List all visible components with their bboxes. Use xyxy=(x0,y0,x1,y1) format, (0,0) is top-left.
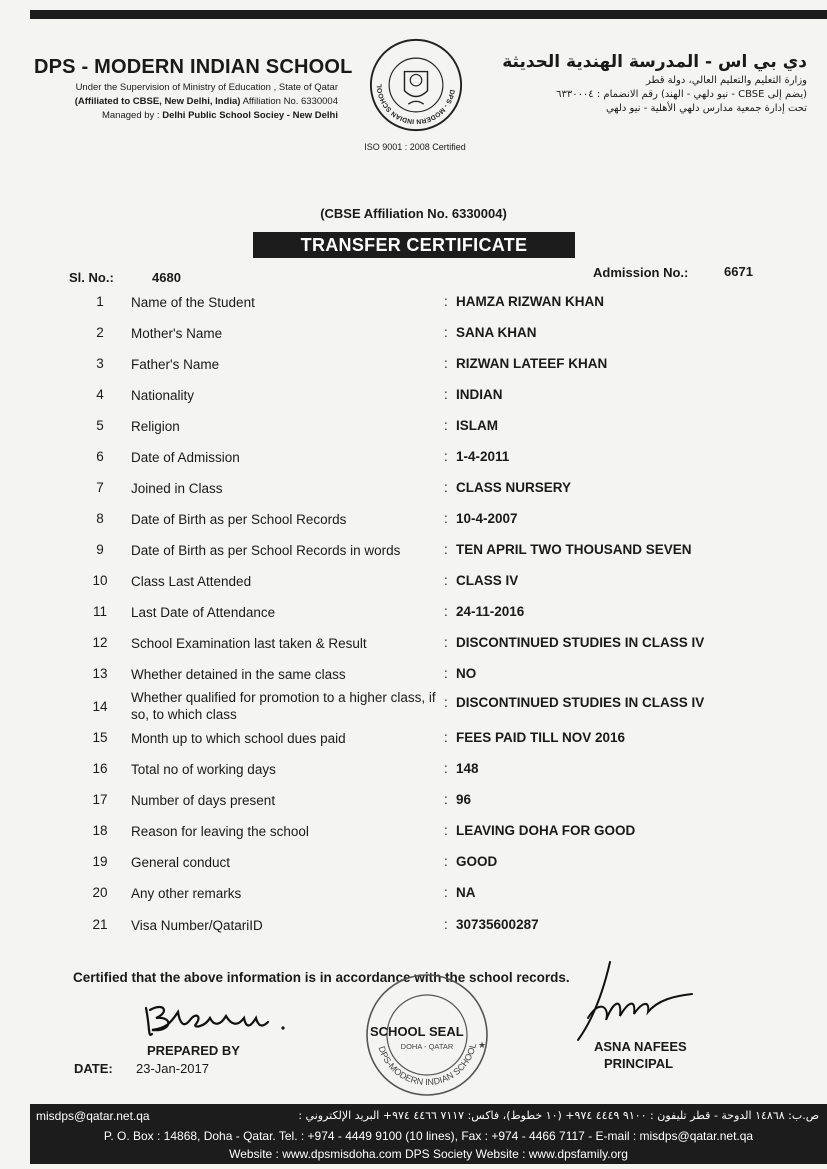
row-number: 9 xyxy=(96,542,104,557)
svg-text:★: ★ xyxy=(478,1040,487,1050)
row-colon: : xyxy=(444,573,448,588)
school-header-arabic xyxy=(477,52,807,114)
row-label: General conduct xyxy=(131,855,231,870)
row-number: 20 xyxy=(92,885,108,900)
school-name-arabic: دي بي اس - المدرسة الهندية الحديثة xyxy=(502,52,807,72)
footer-email: misdps@qatar.net.qa xyxy=(36,1109,150,1123)
cbse-affiliation: (CBSE Affiliation No. 6330004) xyxy=(320,206,507,221)
principal-name: ASNA NAFEES xyxy=(594,1039,687,1054)
row-label: Number of days present xyxy=(131,793,276,808)
row-label: Mother's Name xyxy=(131,326,223,341)
row-value: DISCONTINUED STUDIES IN CLASS IV xyxy=(456,635,705,650)
school-crest-logo xyxy=(368,37,464,133)
admission-number-value: 6671 xyxy=(724,264,753,279)
arabic-ministry-line: وزارة التعليم والتعليم العالي، دولة قطر xyxy=(645,75,807,86)
row-colon: : xyxy=(444,449,448,464)
row-colon: : xyxy=(444,635,448,650)
row-colon: : xyxy=(444,387,448,402)
row-label: School Examination last taken & Result xyxy=(131,636,367,651)
row-value: NA xyxy=(456,885,476,900)
row-label: Total no of working days xyxy=(131,762,276,777)
principal-signature xyxy=(570,958,700,1044)
supervision-line: Under the Supervision of Ministry of Education , State of Qatar xyxy=(75,82,338,93)
crest-ring-text: DPS - MODERN INDIAN SCHOOL xyxy=(376,83,456,125)
row-label: Date of Birth as per School Records in words xyxy=(131,543,401,558)
row-colon: : xyxy=(444,792,448,807)
row-value: GOOD xyxy=(456,854,498,869)
certification-statement: Certified that the above information is in accordance with the school records. xyxy=(73,970,570,985)
principal-title: PRINCIPAL xyxy=(604,1056,674,1071)
row-value: TEN APRIL TWO THOUSAND SEVEN xyxy=(456,542,692,557)
row-colon: : xyxy=(444,695,448,710)
row-number: 8 xyxy=(96,511,104,526)
row-label: Date of Admission xyxy=(131,450,240,465)
row-value: LEAVING DOHA FOR GOOD xyxy=(456,823,636,838)
row-number: 12 xyxy=(92,635,108,650)
row-number: 15 xyxy=(92,730,108,745)
row-number: 18 xyxy=(92,823,108,838)
row-value: SANA KHAN xyxy=(456,325,537,340)
row-colon: : xyxy=(444,542,448,557)
row-number: 7 xyxy=(96,480,104,495)
row-label: Date of Birth as per School Records xyxy=(131,512,347,527)
row-label: Whether detained in the same class xyxy=(131,667,346,682)
row-colon: : xyxy=(444,418,448,433)
row-value: ISLAM xyxy=(456,418,498,433)
row-number: 16 xyxy=(92,761,108,776)
row-value: INDIAN xyxy=(456,387,503,402)
row-value: 10-4-2007 xyxy=(456,511,518,526)
managed-by-prefix: Managed by : xyxy=(101,110,163,121)
row-colon: : xyxy=(444,917,448,932)
row-number: 6 xyxy=(96,449,104,464)
row-value: 96 xyxy=(456,792,472,807)
row-colon: : xyxy=(444,854,448,869)
row-label: Nationality xyxy=(131,388,195,403)
row-number: 19 xyxy=(92,854,108,869)
row-colon: : xyxy=(444,511,448,526)
row-number: 2 xyxy=(96,325,104,340)
row-value: CLASS IV xyxy=(456,573,519,588)
arabic-management-line: تحت إدارة جمعية مدارس دلهي الأهلية - نيو دلهي xyxy=(605,103,807,114)
iso-certification: ISO 9001 : 2008 Certified xyxy=(364,142,466,152)
certificate-title: TRANSFER CERTIFICATE xyxy=(253,232,575,258)
row-value: RIZWAN LATEEF KHAN xyxy=(456,356,608,371)
row-value: CLASS NURSERY xyxy=(456,480,572,495)
row-colon: : xyxy=(444,666,448,681)
row-value: 24-11-2016 xyxy=(456,604,525,619)
row-value: 30735600287 xyxy=(456,917,539,932)
row-colon: : xyxy=(444,885,448,900)
footer-arabic-contact: ص.ب: ١٤٨٦٨ الدوحة - قطر تليفون : ٩١٠٠ ٤٤٤٩ ٩٧٤+ (١٠ خطوط)، فاكس: ٧١١٧ ٤٤٦٦ ٩٧٤+ البريد الإلكتروني : xyxy=(298,1109,819,1122)
footer-address: P. O. Box : 14868, Doha - Qatar. Tel. : +974 - 4449 9100 (10 lines), Fax : +974 - 4466 7117 - E-mail : misdps@qatar.net.qa xyxy=(103,1129,754,1143)
row-colon: : xyxy=(444,823,448,838)
row-value: DISCONTINUED STUDIES IN CLASS IV xyxy=(456,695,705,710)
row-colon: : xyxy=(444,604,448,619)
managed-by-line xyxy=(34,110,338,121)
row-label: Father's Name xyxy=(131,357,220,372)
row-label: Class Last Attended xyxy=(131,574,252,589)
serial-number-label: Sl. No.: xyxy=(69,270,114,285)
row-number: 1 xyxy=(96,294,104,309)
row-number: 4 xyxy=(96,387,104,402)
prepared-by-label: PREPARED BY xyxy=(147,1043,240,1058)
preparer-signature xyxy=(140,998,290,1042)
seal-center-text: DOHA - QATAR xyxy=(400,1042,454,1051)
row-value: 1-4-2011 xyxy=(456,449,510,464)
row-colon: : xyxy=(444,294,448,309)
row-label: Whether qualified for promotion to a higher class, if so, to which class xyxy=(131,690,436,722)
row-label: Joined in Class xyxy=(131,481,223,496)
footer-websites: Website : www.dpsmisdoha.com DPS Society Website : www.dpsfamily.org xyxy=(229,1147,628,1161)
school-header-english xyxy=(34,56,364,121)
row-number: 13 xyxy=(92,666,108,681)
row-label: Reason for leaving the school xyxy=(131,824,309,839)
row-value: NO xyxy=(456,666,477,681)
arabic-affiliation-line: (يضم إلى CBSE - نيو دلهي - الهند) رقم الانضمام : ٦٣٣٠٠٠٤ xyxy=(556,89,807,100)
row-colon: : xyxy=(444,761,448,776)
row-label: Month up to which school dues paid xyxy=(131,731,346,746)
seal-ring-text: DPS-MODERN INDIAN SCHOOL xyxy=(376,1042,479,1088)
svg-text:DPS - MODERN INDIAN SCHOOL xyxy=(376,84,455,125)
row-value: HAMZA RIZWAN KHAN xyxy=(456,294,604,309)
admission-number-label: Admission No.: xyxy=(593,265,689,280)
affiliation-line xyxy=(34,96,338,107)
school-name-english: DPS - MODERN INDIAN SCHOOL xyxy=(34,56,353,78)
row-label: Religion xyxy=(131,419,180,434)
affiliation-line-number: Affiliation No. 6330004 xyxy=(240,96,338,107)
row-number: 3 xyxy=(96,356,104,371)
row-colon: : xyxy=(444,356,448,371)
managed-by-society: Delhi Public School Sociey - New Delhi xyxy=(162,110,338,121)
row-colon: : xyxy=(444,730,448,745)
affiliation-line-bold: (Affiliated to CBSE, New Delhi, India) xyxy=(74,96,241,107)
row-colon: : xyxy=(444,325,448,340)
footer-contact-bar xyxy=(30,1104,827,1164)
row-colon: : xyxy=(444,480,448,495)
row-label: Visa Number/QatariID xyxy=(131,918,263,933)
row-number: 10 xyxy=(92,573,108,588)
row-number: 17 xyxy=(92,792,108,807)
row-value: 148 xyxy=(456,761,479,776)
date-value: 23-Jan-2017 xyxy=(136,1061,209,1076)
school-seal-label: SCHOOL SEAL xyxy=(370,1024,464,1039)
row-label: Name of the Student xyxy=(131,295,255,310)
date-label: DATE: xyxy=(74,1061,113,1076)
row-number: 14 xyxy=(92,699,108,714)
row-label: Last Date of Attendance xyxy=(131,605,276,620)
row-label: Any other remarks xyxy=(131,886,242,901)
row-number: 21 xyxy=(92,917,108,932)
row-value: FEES PAID TILL NOV 2016 xyxy=(456,730,626,745)
row-number: 5 xyxy=(96,418,104,433)
header-top-rule xyxy=(30,10,827,19)
serial-number-value: 4680 xyxy=(152,270,181,285)
row-number: 11 xyxy=(92,604,107,619)
